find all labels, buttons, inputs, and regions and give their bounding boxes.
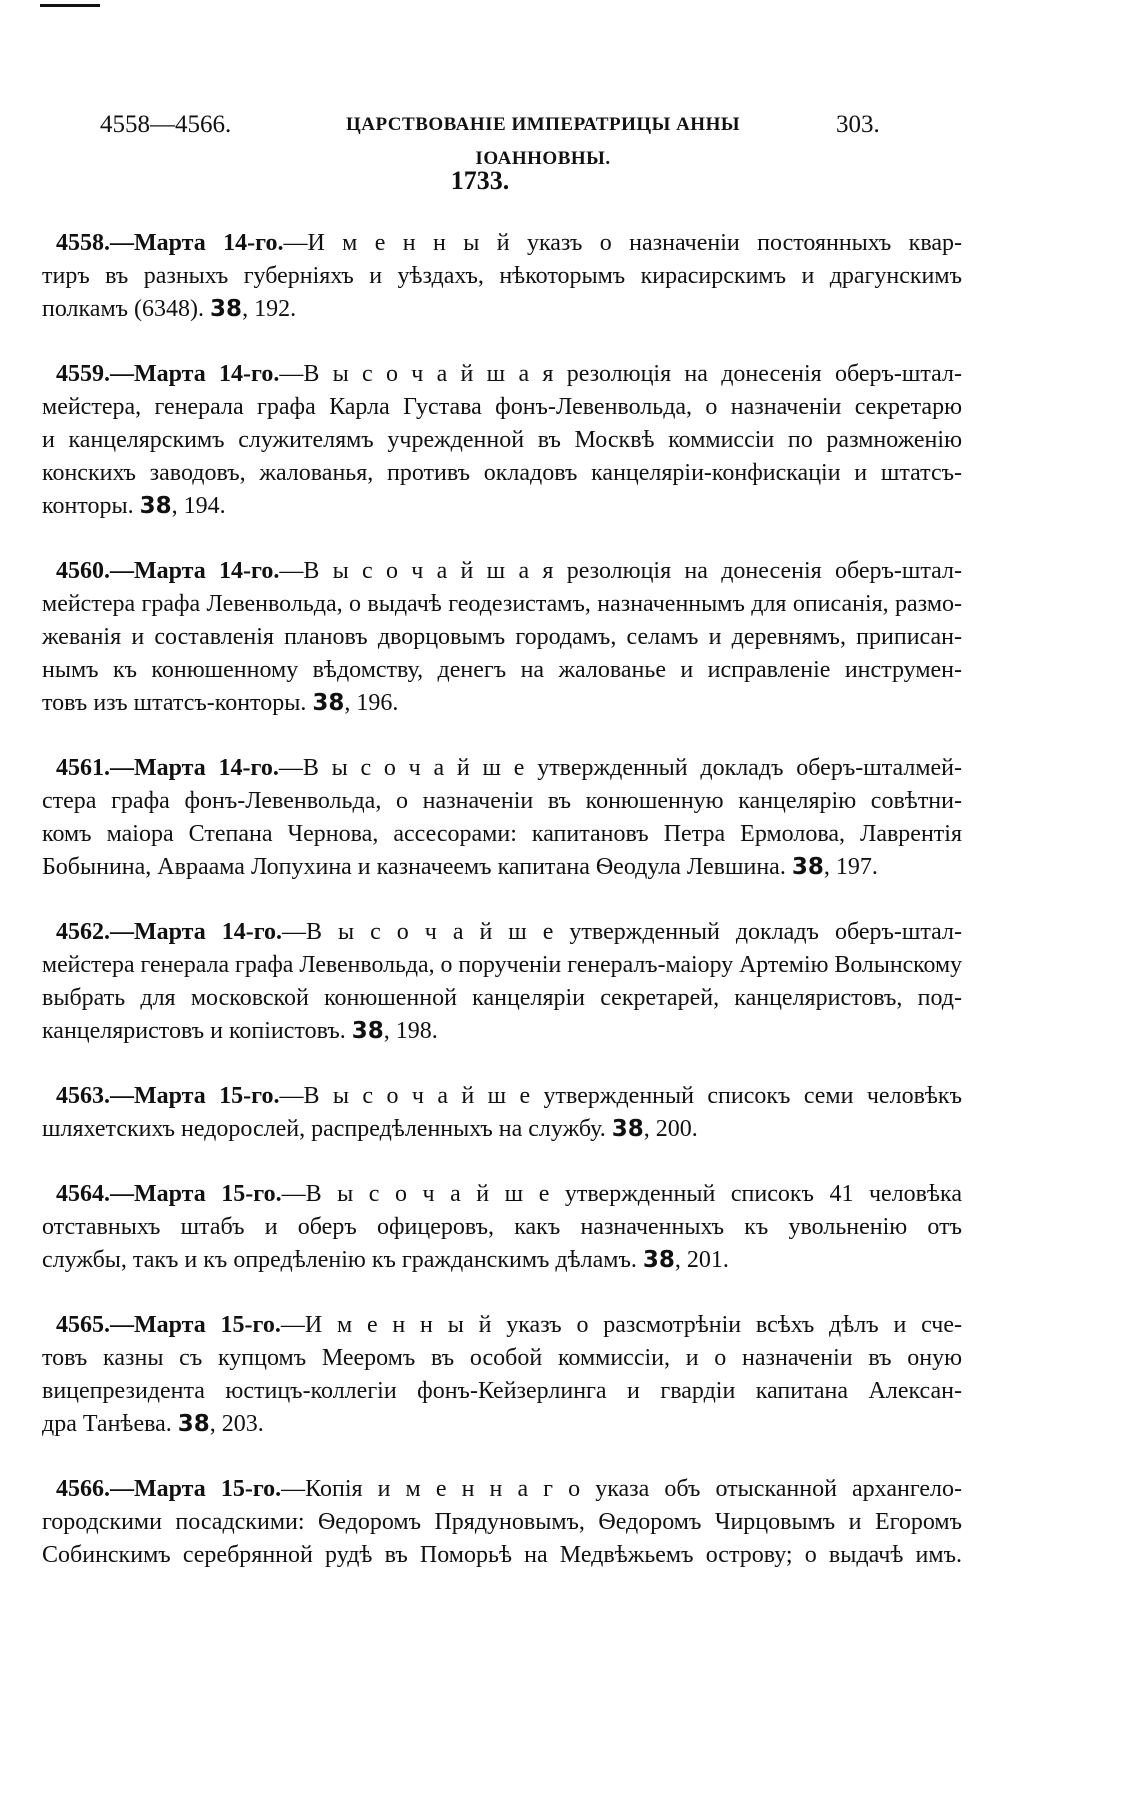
entry [42,555,962,720]
line-text: нымъ къ конюшенному вѣдомству, денегъ на жалованье и исправленіе инструмен- [42,657,962,683]
entry-date: —Марта 14-го. [110,919,283,945]
line-text: мейстера, генерала графа Карла Густава фонъ-Левенвольда, о назначеніи секретарю [42,394,962,420]
entry [42,1178,962,1277]
entry [42,358,962,523]
text-line [42,621,962,654]
line-text: —И м е н н ы й указъ о разсмотрѣніи всѣхъ дѣлъ и сче- [280,1312,963,1338]
text-line [42,818,962,851]
entry-number: 4562. [56,919,110,945]
entry-number: 4561. [56,755,110,781]
line-text: мейстера графа Левенвольда, о выдачѣ геодезистамъ, назначеннымъ для описанія, размо- [42,591,962,617]
text-line [42,555,962,588]
text-line [42,752,962,785]
text-line [42,1309,962,1342]
text-line [42,1473,962,1506]
page-number: 303. [836,111,880,138]
line-text: и канцелярскимъ служителямъ учрежденной въ Москвѣ коммиссіи по размноженію [42,427,962,453]
line-text: канцеляристовъ и копіистовъ. [42,1018,346,1044]
entry [42,1080,962,1146]
line-text: вицепрезидента юстицъ-коллегіи фонъ-Кейзерлинга и гвардіи капитана Алексан- [42,1378,962,1404]
line-text: комъ маіора Степана Чернова, ассесорами: капитановъ Петра Ермолова, Лаврентія [42,821,962,847]
entry-date: —Марта 14-го. [110,558,280,584]
volume-reference: 38 [177,1411,210,1437]
page-reference: , 192. [242,296,297,322]
text-line [42,916,962,949]
page-reference: , 198. [383,1018,438,1044]
text-line [42,1244,962,1277]
text-line [42,785,962,818]
text-line [42,227,962,260]
text-line [42,588,962,621]
line-text: Бобынина, Авраама Лопухина и казначеемъ капитана Ѳеодула Левшина. [42,854,786,880]
text-line [42,457,962,490]
text-line [42,1375,962,1408]
volume-reference: 38 [791,854,824,880]
line-text: конскихъ заводовъ, жалованья, противъ окладовъ канцеляріи-конфискаціи и штатсъ- [42,460,962,486]
text-line [42,1506,962,1539]
entry-number: 4564. [56,1181,110,1207]
header-entry-range: 4558—4566. [100,111,232,138]
entry-date: —Марта 15-го. [110,1476,282,1502]
text-line [42,1211,962,1244]
entry-number: 4559. [56,361,110,387]
line-text: полкамъ (6348). [42,296,205,322]
line-text: службы, такъ и къ опредѣленію къ гражданскимъ дѣламъ. [42,1247,637,1273]
text-line [42,490,962,523]
entry-number: 4563. [56,1083,110,1109]
text-line [42,1080,962,1113]
entries-list [42,227,962,1604]
entry-number: 4558. [56,230,110,256]
scan-mark [40,4,100,7]
text-line [42,851,962,884]
line-text: жеванія и составленія плановъ дворцовымъ городамъ, селамъ и деревнямъ, приписан- [42,624,962,650]
volume-reference: 38 [642,1247,675,1273]
text-line [42,358,962,391]
page-reference: , 197. [823,854,878,880]
entry-date: —Марта 15-го. [110,1083,280,1109]
entry [42,752,962,884]
line-text: —В ы с о ч а й ш а я резолюція на донесенія оберъ-штал- [279,558,962,584]
page-reference: , 203. [209,1411,264,1437]
entry-number: 4565. [56,1312,110,1338]
line-text: тиръ въ разныхъ губерніяхъ и уѣздахъ, нѣкоторымъ кирасирскимъ и драгунскимъ [42,263,962,289]
running-title: ЦАРСТВОВАНІЕ ИМПЕРАТРИЦЫ АННЫ ІОАННОВНЫ. [345,114,741,169]
line-text: товъ изъ штатсъ-конторы. [42,690,307,716]
volume-reference: 38 [312,690,345,716]
text-line [42,424,962,457]
text-line [42,1539,962,1572]
entry [42,1473,962,1572]
line-text: товъ казны съ купцомъ Мееромъ въ особой коммиссіи, и о назначеніи въ оную [42,1345,962,1371]
page-reference: , 196. [344,690,399,716]
entry-date: —Марта 14-го. [110,230,284,256]
entry-date: —Марта 14-го. [110,755,279,781]
page-reference: , 194. [171,493,226,519]
line-text: городскими посадскими: Ѳедоромъ Прядуновымъ, Ѳедоромъ Чирцовымъ и Егоромъ [42,1509,962,1535]
entry-date: —Марта 15-го. [110,1312,281,1338]
text-line [42,654,962,687]
line-text: —В ы с о ч а й ш е утвержденный списокъ 41 человѣка [281,1181,962,1207]
line-text: —В ы с о ч а й ш е утвержденный докладъ оберъ-шталмей- [278,755,963,781]
entry-number: 4566. [56,1476,110,1502]
text-line [42,982,962,1015]
volume-reference: 38 [139,493,172,519]
entry [42,1309,962,1441]
volume-reference: 38 [611,1116,644,1142]
line-text: стера графа фонъ-Левенвольда, о назначеніи въ конюшенную канцелярію совѣтни- [42,788,962,814]
line-text: шляхетскихъ недорослей, распредѣленныхъ на службу. [42,1116,606,1142]
text-line [42,1408,962,1441]
text-line [42,1113,962,1146]
line-text: —И м е н н ы й указъ о назначеніи постоянныхъ квар- [283,230,963,256]
line-text: Собинскимъ серебрянной рудѣ въ Поморьѣ на Медвѣжьемъ острову; о выдачѣ имъ. [42,1542,962,1568]
page-reference: , 201. [674,1247,729,1273]
text-line [42,687,962,720]
text-line [42,391,962,424]
line-text: мейстера генерала графа Левенвольда, о порученіи генералъ-маіору Артемію Волынскому [42,952,963,978]
line-text: —В ы с о ч а й ш е утвержденный докладъ оберъ-штал- [282,919,962,945]
text-line [42,1178,962,1211]
entry-number: 4560. [56,558,110,584]
line-text: —В ы с о ч а й ш е утвержденный списокъ семи человѣкъ [279,1083,962,1109]
line-text: конторы. [42,493,134,519]
entry-date: —Марта 15-го. [110,1181,282,1207]
text-line [42,949,962,982]
line-text: отставныхъ штабъ и оберъ офицеровъ, какъ назначенныхъ къ увольненію отъ [42,1214,962,1240]
entry [42,916,962,1048]
line-text: —В ы с о ч а й ш а я резолюція на донесенія оберъ-штал- [279,361,962,387]
page-reference: , 200. [643,1116,698,1142]
line-text: выбрать для московской конюшенной канцеляріи секретарей, канцеляристовъ, под- [42,985,962,1011]
text-line [42,293,962,326]
text-line [42,1342,962,1375]
volume-reference: 38 [351,1018,384,1044]
text-line [42,260,962,293]
line-text: —Копія и м е н н а г о указа объ отысканной архангело- [281,1476,962,1502]
entry [42,227,962,326]
line-text: дра Танѣева. [42,1411,172,1437]
text-line [42,1015,962,1048]
year-heading: 1733. [450,166,510,195]
entry-date: —Марта 14-го. [110,361,280,387]
volume-reference: 38 [210,296,243,322]
